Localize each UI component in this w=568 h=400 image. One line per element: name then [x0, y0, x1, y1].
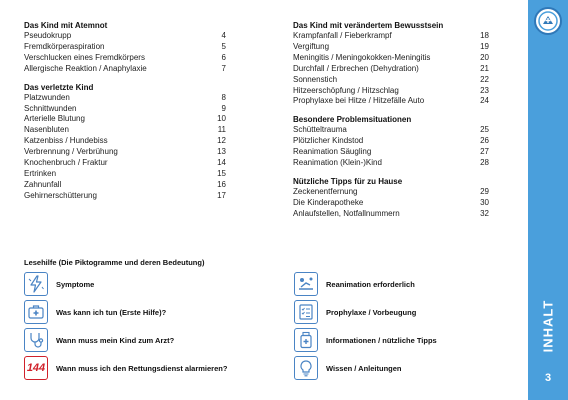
stethoscope-icon: [24, 328, 48, 352]
emergency-number: 144: [26, 362, 46, 374]
toc-section-title: Das verletzte Kind: [24, 82, 94, 92]
toc-entry-label: Sonnenstich: [293, 74, 338, 84]
toc-entry-page: 18: [480, 31, 489, 40]
toc-entry[interactable]: [24, 42, 226, 53]
checklist-icon: [294, 300, 318, 324]
toc-entry-label: Pseudokrupp: [24, 31, 72, 40]
toc-entry-label: Vergiftung: [293, 41, 330, 51]
toc-entry-page: 12: [217, 136, 226, 146]
toc-entry[interactable]: [24, 191, 226, 202]
lightning-icon: [24, 272, 48, 296]
lightbulb-icon: [294, 356, 318, 380]
toc-entry-label: Reanimation (Klein-)Kind: [293, 158, 382, 168]
legend-label: Was kann ich tun (Erste Hilfe)?: [56, 307, 167, 317]
toc-entry[interactable]: [293, 64, 489, 75]
toc-entry[interactable]: [293, 198, 489, 209]
toc-entry-page: 32: [480, 208, 489, 218]
toc-entry-page: 20: [480, 52, 489, 62]
toc-entry-label: Durchfall / Erbrechen (Dehydration): [293, 63, 419, 73]
toc-entry[interactable]: [293, 125, 489, 136]
toc-entry-page: 10: [217, 114, 226, 124]
toc-section: [293, 20, 489, 107]
toc-entry[interactable]: [24, 136, 226, 147]
toc-entry-label: Arterielle Blutung: [24, 114, 85, 124]
legend-title: Lesehilfe (Die Piktogramme und deren Bedeutung): [24, 258, 205, 267]
legend-label: Prophylaxe / Vorbeugung: [326, 307, 417, 317]
toc-entry[interactable]: [293, 75, 489, 86]
side-band: [528, 0, 568, 400]
toc-entry-page: 24: [480, 96, 489, 106]
toc-left-column: [24, 20, 226, 209]
toc-entry-page: 26: [480, 136, 489, 146]
toc-entry-label: Reanimation Säugling: [293, 147, 372, 157]
toc-entry[interactable]: [24, 104, 226, 115]
toc-entry-label: Die Kinderapotheke: [293, 197, 364, 207]
toc-entry-page: 15: [217, 168, 226, 178]
toc-right-column: [293, 20, 489, 227]
toc-entry-page: 4: [221, 31, 226, 40]
toc-entry-page: 17: [217, 190, 226, 200]
toc-entry[interactable]: [293, 136, 489, 147]
toc-entry[interactable]: [24, 64, 226, 75]
toc-entry-label: Schnittwunden: [24, 103, 77, 113]
toc-section-title: Das Kind mit Atemnot: [24, 21, 108, 30]
toc-section-title: Besondere Problemsituationen: [293, 115, 412, 125]
toc-entry[interactable]: [293, 86, 489, 97]
toc-entry-page: 16: [217, 179, 226, 189]
legend-label: Symptome: [56, 279, 95, 289]
section-label: INHALT: [540, 299, 556, 353]
toc-entry[interactable]: [293, 209, 489, 220]
toc-entry-label: Verbrennung / Verbrühung: [24, 147, 118, 157]
toc-entry-page: 27: [480, 147, 489, 157]
toc-entry-label: Gehirnerschütterung: [24, 190, 97, 200]
toc-entry-page: 14: [217, 158, 226, 168]
legend-item-prophylaxe: [294, 298, 416, 326]
legend-label: Informationen / nützliche Tipps: [326, 335, 437, 345]
toc-entry-page: 30: [480, 197, 489, 207]
legend-item-wissen: [294, 354, 402, 382]
legend-item-arzt: [24, 326, 174, 354]
legend: [24, 258, 494, 374]
toc-entry-label: Nasenbluten: [24, 125, 69, 135]
first-aid-kit-icon: [24, 300, 48, 324]
toc-entry-page: 25: [480, 125, 489, 135]
toc-section: [24, 82, 226, 202]
toc-entry-page: 23: [480, 85, 489, 95]
toc-entry-page: 6: [221, 52, 226, 62]
page-number: 3: [544, 372, 552, 384]
legend-label: Wissen / Anleitungen: [326, 363, 402, 373]
legend-item-informationen: [294, 326, 437, 354]
legend-item-rettungsdienst: [24, 354, 227, 382]
toc-entry-page: 29: [480, 186, 489, 196]
legend-item-reanimation: [294, 270, 415, 298]
toc-entry-label: Hitzeerschöpfung / Hitzschlag: [293, 85, 399, 95]
toc-entry-page: 21: [480, 63, 489, 73]
toc-entry[interactable]: [293, 31, 489, 42]
toc-entry[interactable]: [24, 147, 226, 158]
logo-icon: [533, 6, 563, 36]
emergency-number-icon: [24, 356, 48, 380]
toc-section: [24, 20, 226, 75]
toc-entry-label: Allergische Reaktion / Anaphylaxie: [24, 63, 147, 73]
resuscitation-icon: [294, 272, 318, 296]
toc-entry-page: 28: [480, 158, 489, 168]
legend-label: Reanimation erforderlich: [326, 279, 415, 289]
toc-entry-label: Fremdkörperaspiration: [24, 41, 105, 51]
toc-entry[interactable]: [24, 158, 226, 169]
toc-entry[interactable]: [293, 53, 489, 64]
toc-entry-page: 8: [221, 92, 226, 102]
toc-entry-label: Meningitis / Meningokokken-Meningitis: [293, 52, 431, 62]
toc-entry-label: Schütteltrauma: [293, 125, 347, 135]
toc-entry-page: 22: [480, 74, 489, 84]
toc-entry[interactable]: [293, 42, 489, 53]
toc-section: [293, 176, 489, 220]
toc-entry[interactable]: [293, 187, 489, 198]
toc-entry[interactable]: [293, 96, 489, 107]
toc-entry-label: Katzenbiss / Hundebiss: [24, 136, 108, 146]
toc-entry[interactable]: [24, 53, 226, 64]
toc-entry-page: 7: [221, 63, 226, 73]
toc-entry-page: 5: [221, 41, 226, 51]
toc-entry[interactable]: [24, 180, 226, 191]
toc-entry[interactable]: [24, 125, 226, 136]
toc-entry-page: 11: [217, 125, 226, 135]
medicine-bottle-icon: [294, 328, 318, 352]
toc-entry-label: Ertrinken: [24, 168, 57, 178]
toc-entry-label: Zeckenentfernung: [293, 186, 358, 196]
toc-entry[interactable]: [24, 93, 226, 104]
legend-item-symptome: [24, 270, 94, 298]
toc-entry-page: 9: [221, 103, 226, 113]
toc-section: [293, 114, 489, 169]
legend-label: Wann muss ich den Rettungsdienst alarmieren?: [56, 363, 228, 373]
toc-entry-label: Zahnunfall: [24, 179, 62, 189]
toc-entry-label: Verschlucken eines Fremdkörpers: [24, 52, 145, 62]
toc-entry-page: 19: [480, 41, 489, 51]
toc-entry[interactable]: [293, 147, 489, 158]
toc-entry-label: Plötzlicher Kindstod: [293, 136, 364, 146]
toc-entry[interactable]: [24, 114, 226, 125]
toc-entry-label: Krampfanfall / Fieberkrampf: [293, 31, 392, 40]
legend-item-erste-hilfe: [24, 298, 166, 326]
toc-entry[interactable]: [293, 158, 489, 169]
toc-entry[interactable]: [24, 31, 226, 42]
toc-entry-label: Anlaufstellen, Notfallnummern: [293, 208, 400, 218]
toc-section-title: Nützliche Tipps für zu Hause: [293, 176, 403, 186]
toc-entry-label: Prophylaxe bei Hitze / Hitzefälle Auto: [293, 96, 425, 106]
toc-entry-label: Knochenbruch / Fraktur: [24, 158, 108, 168]
toc-section-title: Das Kind mit verändertem Bewusstsein: [293, 21, 444, 30]
toc-entry[interactable]: [24, 169, 226, 180]
toc-entry-page: 13: [217, 147, 226, 157]
legend-label: Wann muss mein Kind zum Arzt?: [56, 335, 175, 345]
toc-entry-label: Platzwunden: [24, 92, 70, 102]
